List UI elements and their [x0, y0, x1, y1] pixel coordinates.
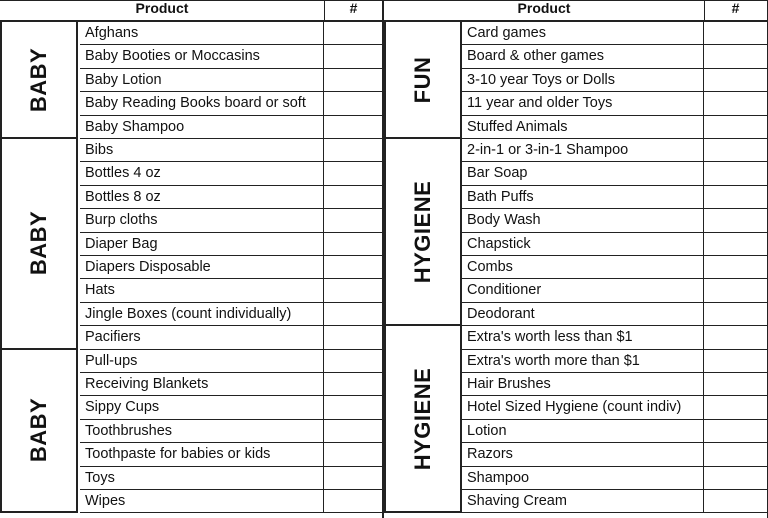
count-cell[interactable]	[324, 443, 383, 465]
product-name: Card games	[462, 22, 704, 44]
count-cell[interactable]	[704, 256, 767, 278]
category-label: BABY	[26, 211, 51, 276]
count-cell[interactable]	[704, 350, 767, 372]
table-row	[462, 186, 767, 209]
product-name: Combs	[462, 256, 704, 278]
count-cell[interactable]	[704, 139, 767, 161]
table-row	[80, 396, 383, 419]
count-cell[interactable]	[704, 92, 767, 114]
count-cell[interactable]	[324, 256, 383, 278]
table-row	[462, 162, 767, 185]
product-name: Toys	[80, 467, 324, 489]
header-product: Product	[384, 0, 705, 22]
product-name: Wipes	[80, 490, 324, 512]
table-row	[462, 92, 767, 115]
table-row	[80, 443, 383, 466]
count-cell[interactable]	[704, 279, 767, 301]
count-cell[interactable]	[324, 279, 383, 301]
product-name: Bath Puffs	[462, 186, 704, 208]
product-name: Diaper Bag	[80, 233, 324, 255]
header-count: #	[324, 0, 383, 22]
product-name: Bar Soap	[462, 162, 704, 184]
product-name: 11 year and older Toys	[462, 92, 704, 114]
count-cell[interactable]	[324, 162, 383, 184]
header-count: #	[704, 0, 767, 22]
category-label: BABY	[26, 398, 51, 463]
table-row	[462, 350, 767, 373]
product-name: Body Wash	[462, 209, 704, 231]
table-row	[80, 69, 383, 92]
product-name: Lotion	[462, 420, 704, 442]
product-name: Hair Brushes	[462, 373, 704, 395]
count-cell[interactable]	[324, 45, 383, 67]
product-name: Deodorant	[462, 303, 704, 325]
product-name: Jingle Boxes (count individually)	[80, 303, 324, 325]
category-cell	[384, 326, 462, 513]
product-name: Baby Lotion	[80, 69, 324, 91]
table-row	[80, 279, 383, 302]
count-cell[interactable]	[704, 326, 767, 348]
count-cell[interactable]	[324, 350, 383, 372]
count-cell[interactable]	[704, 467, 767, 489]
category-label: FUN	[410, 56, 435, 103]
product-name: Pull-ups	[80, 350, 324, 372]
table-row	[80, 139, 383, 162]
left-sheet	[0, 0, 383, 518]
count-cell[interactable]	[324, 233, 383, 255]
table-row	[80, 162, 383, 185]
category-cell	[0, 350, 78, 514]
table-row	[80, 22, 383, 45]
count-cell[interactable]	[324, 116, 383, 138]
category-cell	[0, 22, 78, 139]
category-label: BABY	[26, 47, 51, 112]
table-row	[462, 233, 767, 256]
count-cell[interactable]	[704, 233, 767, 255]
count-cell[interactable]	[324, 396, 383, 418]
count-cell[interactable]	[324, 139, 383, 161]
count-cell[interactable]	[704, 490, 767, 512]
table-row	[462, 139, 767, 162]
table-row	[462, 279, 767, 302]
table-row	[80, 116, 383, 139]
product-name: Bibs	[80, 139, 324, 161]
table-row	[80, 373, 383, 396]
count-cell[interactable]	[324, 22, 383, 44]
table-row	[462, 209, 767, 232]
count-cell[interactable]	[704, 69, 767, 91]
table-row	[80, 350, 383, 373]
table-row	[80, 420, 383, 443]
table-row	[462, 116, 767, 139]
product-name: Baby Shampoo	[80, 116, 324, 138]
right-sheet	[384, 0, 767, 518]
product-name: Receiving Blankets	[80, 373, 324, 395]
product-name: Diapers Disposable	[80, 256, 324, 278]
product-name: Hats	[80, 279, 324, 301]
table-row	[462, 396, 767, 419]
count-cell[interactable]	[704, 443, 767, 465]
count-cell[interactable]	[324, 490, 383, 512]
table-row	[462, 303, 767, 326]
count-cell[interactable]	[704, 209, 767, 231]
table-row	[80, 186, 383, 209]
product-name: Toothpaste for babies or kids	[80, 443, 324, 465]
product-name: Stuffed Animals	[462, 116, 704, 138]
table-row	[80, 467, 383, 490]
category-label: HYGIENE	[410, 367, 435, 471]
product-name: Hotel Sized Hygiene (count indiv)	[462, 396, 704, 418]
count-cell[interactable]	[324, 467, 383, 489]
count-cell[interactable]	[704, 22, 767, 44]
product-name: Bottles 8 oz	[80, 186, 324, 208]
product-name: Shampoo	[462, 467, 704, 489]
table-row	[80, 303, 383, 326]
count-cell[interactable]	[704, 303, 767, 325]
count-cell[interactable]	[704, 45, 767, 67]
product-name: Conditioner	[462, 279, 704, 301]
product-name: Chapstick	[462, 233, 704, 255]
count-cell[interactable]	[704, 162, 767, 184]
table-row	[80, 209, 383, 232]
count-cell[interactable]	[704, 116, 767, 138]
product-name: Sippy Cups	[80, 396, 324, 418]
product-name: Baby Booties or Moccasins	[80, 45, 324, 67]
table-row	[80, 326, 383, 349]
table-row	[462, 490, 767, 513]
product-name: Pacifiers	[80, 326, 324, 348]
count-cell[interactable]	[324, 373, 383, 395]
table-row	[80, 233, 383, 256]
table-row	[80, 92, 383, 115]
count-cell[interactable]	[704, 420, 767, 442]
product-name: Extra's worth more than $1	[462, 350, 704, 372]
count-cell[interactable]	[324, 186, 383, 208]
count-cell[interactable]	[704, 186, 767, 208]
product-name: Shaving Cream	[462, 490, 704, 512]
product-name: Burp cloths	[80, 209, 324, 231]
product-name: Bottles 4 oz	[80, 162, 324, 184]
product-name: 2-in-1 or 3-in-1 Shampoo	[462, 139, 704, 161]
category-label: HYGIENE	[410, 180, 435, 283]
category-cell	[384, 139, 462, 326]
product-name: Razors	[462, 443, 704, 465]
table-row	[462, 22, 767, 45]
header-product: Product	[0, 0, 325, 22]
table-row	[462, 45, 767, 68]
product-name: Afghans	[80, 22, 324, 44]
product-name: Toothbrushes	[80, 420, 324, 442]
table-row	[80, 45, 383, 68]
table-row	[462, 256, 767, 279]
count-cell[interactable]	[324, 420, 383, 442]
category-cell	[384, 22, 462, 139]
table-row	[462, 69, 767, 92]
product-name: Extra's worth less than $1	[462, 326, 704, 348]
count-cell[interactable]	[704, 396, 767, 418]
product-name: 3-10 year Toys or Dolls	[462, 69, 704, 91]
count-cell[interactable]	[324, 92, 383, 114]
table-row	[462, 420, 767, 443]
product-name: Board & other games	[462, 45, 704, 67]
table-row	[462, 326, 767, 349]
count-cell[interactable]	[324, 209, 383, 231]
table-row	[80, 256, 383, 279]
category-cell	[0, 139, 78, 350]
count-cell[interactable]	[324, 69, 383, 91]
product-name: Baby Reading Books board or soft	[80, 92, 324, 114]
table-row	[462, 373, 767, 396]
table-row	[462, 443, 767, 466]
table-row	[462, 467, 767, 490]
count-cell[interactable]	[324, 303, 383, 325]
table-row	[80, 490, 383, 513]
count-cell[interactable]	[324, 326, 383, 348]
count-cell[interactable]	[704, 373, 767, 395]
